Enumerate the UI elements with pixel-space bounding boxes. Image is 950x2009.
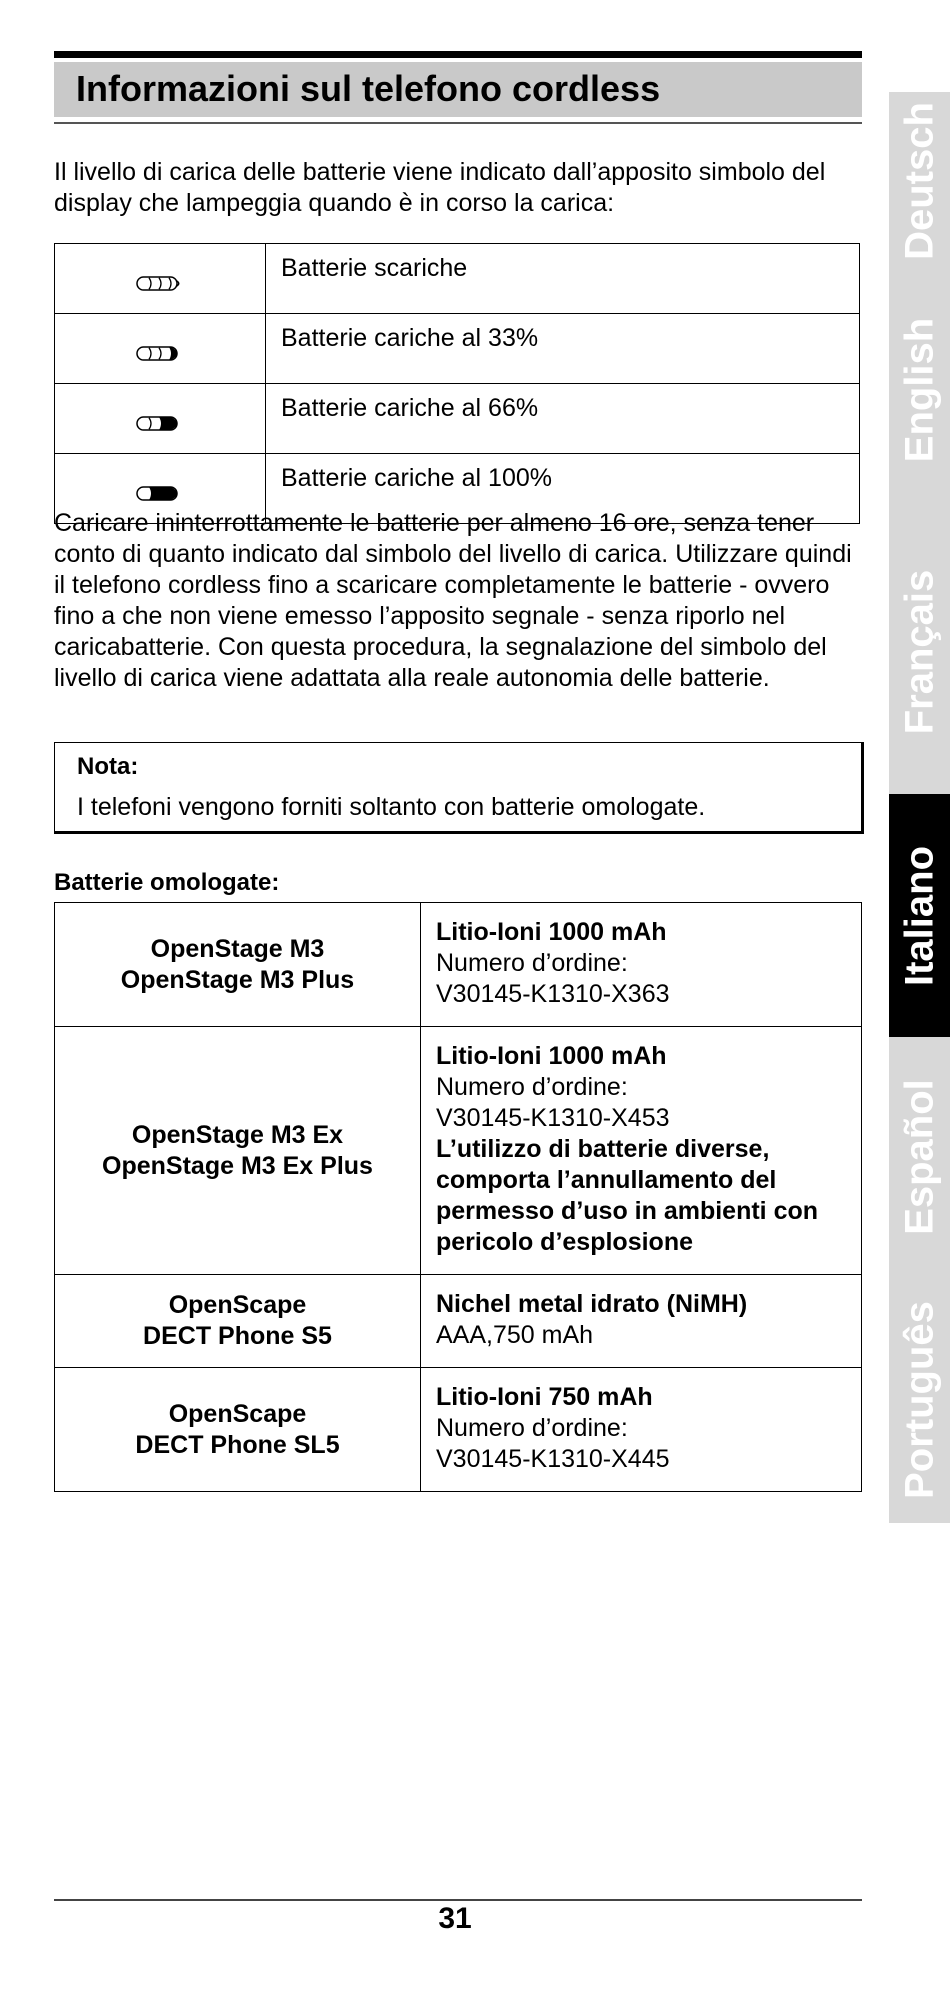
table-row (55, 1368, 862, 1492)
tab-label: Italiano (897, 845, 941, 986)
spec-cell (421, 1027, 862, 1275)
model-name: OpenScape (168, 1291, 307, 1319)
approved-batteries-table (54, 902, 862, 1492)
tab-label: English (897, 317, 941, 463)
battery-100-icon (136, 480, 184, 497)
battery-66-icon (136, 410, 184, 427)
model-cell (55, 903, 421, 1027)
tab-label: Deutsch (897, 102, 941, 260)
tab-label: Español (897, 1079, 941, 1235)
spec-cell (421, 903, 862, 1027)
tab-deutsch[interactable] (889, 92, 950, 270)
table-row (55, 314, 860, 384)
model-name: OpenStage M3 Ex (131, 1120, 344, 1149)
model-name: OpenStage M3 Plus (120, 965, 355, 994)
warning-text: L’utilizzo di batterie diverse, comporta l’annullamento del permesso d’uso in ambienti con pericolo d’esplosione (436, 1135, 819, 1256)
page-title: Informazioni sul telefono cordless (76, 68, 661, 109)
battery-level-label: Batterie cariche al 66% (266, 384, 860, 454)
tab-label: Français (897, 569, 941, 735)
tab-portugues[interactable] (889, 1277, 950, 1523)
battery-type: Nichel metal idrato (NiMH) (436, 1290, 748, 1318)
order-label: Numero d’ordine: (436, 949, 628, 977)
battery-33-icon (136, 340, 184, 357)
battery-level-label: Batterie cariche al 33% (266, 314, 860, 384)
order-number: V30145-K1310-X453 (436, 1104, 670, 1132)
model-cell (55, 1027, 421, 1275)
model-cell (55, 1368, 421, 1492)
tab-italiano[interactable] (889, 794, 950, 1037)
battery-level-label: Batterie scariche (266, 244, 860, 314)
table-row (55, 1275, 862, 1368)
title-divider (54, 122, 862, 124)
tab-espanol[interactable] (889, 1037, 950, 1277)
battery-type: Litio-Ioni 750 mAh (436, 1383, 653, 1411)
table-row (55, 1027, 862, 1275)
model-name: OpenStage M3 (150, 934, 325, 963)
top-rule (54, 51, 862, 58)
tab-english[interactable] (889, 270, 950, 510)
table-row (55, 244, 860, 314)
battery-type: Litio-Ioni 1000 mAh (436, 918, 667, 946)
spec-cell (421, 1275, 862, 1368)
model-name: OpenStage M3 Ex Plus (102, 1151, 373, 1180)
note-box (54, 742, 864, 834)
order-label: Numero d’ordine: (436, 1414, 628, 1442)
table-row (55, 903, 862, 1027)
charging-paragraph: Caricare ininterrottamente le batterie per almeno 16 ore, senza tener conto di quanto indicato dal simbolo del livello di carica. Utilizzare quindi il telefono cordless fino a scaricare completamente le batterie - ovvero fino a che non viene emesso l’apposito segnale - senza riporlo nel caricabatterie. Con questa procedura, la segnalazione del simbolo del livello di carica viene adattata alla reale autonomia delle batterie. (54, 509, 852, 692)
battery-type: Litio-Ioni 1000 mAh (436, 1042, 667, 1070)
spec-cell (421, 1368, 862, 1492)
battery-empty-icon (136, 270, 184, 287)
model-name: DECT Phone SL5 (135, 1430, 340, 1459)
footer-rule (54, 1899, 862, 1901)
note-title: Nota: (77, 753, 139, 780)
battery-level-table (54, 243, 860, 524)
title-bar (54, 62, 862, 117)
order-label: Numero d’ordine: (436, 1073, 628, 1101)
order-number: V30145-K1310-X363 (436, 980, 670, 1008)
intro-paragraph: Il livello di carica delle batterie viene indicato dall’apposito simbolo del display che lampeggia quando è in corso la carica: (54, 158, 826, 217)
battery-detail: AAA,750 mAh (436, 1321, 594, 1349)
tab-francais[interactable] (889, 510, 950, 794)
tab-label: Português (897, 1301, 941, 1499)
model-cell (55, 1275, 421, 1368)
table-row (55, 384, 860, 454)
battery-level-label: Batterie cariche al 100% (266, 454, 860, 524)
model-name: DECT Phone S5 (143, 1322, 332, 1350)
model-name: OpenScape (168, 1399, 307, 1428)
page-number: 31 (438, 1902, 472, 1935)
note-text: I telefoni vengono forniti soltanto con batterie omologate. (77, 793, 706, 821)
order-number: V30145-K1310-X445 (436, 1445, 670, 1473)
approved-batteries-heading: Batterie omologate: (54, 869, 280, 896)
